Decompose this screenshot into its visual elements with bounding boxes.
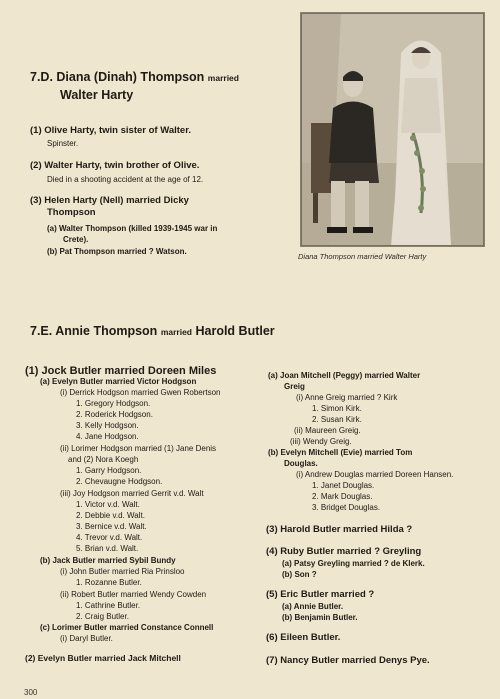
john-butler: (i) John Butler married Ria Prinsloo — [60, 567, 185, 576]
page-number: 300 — [24, 688, 38, 697]
eric-butler: (5) Eric Butler married ? — [266, 589, 375, 600]
eileen-butler: (6) Eileen Butler. — [266, 632, 341, 643]
derrick-child: 3. Kelly Hodgson. — [76, 421, 139, 430]
eric-sub: (b) Benjamin Butler. — [282, 613, 358, 622]
ruby-sub: (a) Patsy Greyling married ? de Klerk. — [282, 559, 425, 568]
item-helen: (3) Helen Harty (Nell) married Dicky — [30, 195, 189, 206]
title-spouse: Harold Butler — [195, 324, 275, 338]
robert-butler: (ii) Robert Butler married Wendy Cowden — [60, 590, 207, 599]
lorimer-hodgson: (ii) Lorimer Hodgson married (1) Jane Denis — [60, 444, 217, 453]
joy-child: 2. Debbie v.d. Walt. — [76, 511, 145, 520]
sub-walter-thompson: (a) Walter Thompson (killed 1939-1945 war in — [47, 224, 218, 233]
andrew-douglas: (i) Andrew Douglas married Doreen Hansen. — [296, 470, 454, 479]
anne-greig: (i) Anne Greig married ? Kirk — [296, 393, 398, 402]
robert-child: 1. Cathrine Butler. — [76, 601, 141, 610]
item-helen-line2: Thompson — [47, 207, 96, 218]
wedding-photo-illustration — [301, 13, 484, 246]
photo-caption: Diana Thompson married Walter Harty — [298, 252, 427, 261]
sub-pat-thompson: (b) Pat Thompson married ? Watson. — [47, 247, 187, 256]
lorimer-butler-c: (c) Lorimer Butler married Constance Connell — [40, 623, 214, 632]
item-olive-note: Spinster. — [47, 139, 79, 148]
andrew-child: 2. Mark Douglas. — [312, 492, 373, 501]
item-walter: (2) Walter Harty, twin brother of Olive. — [30, 160, 200, 171]
anne-child: 1. Simon Kirk. — [312, 404, 362, 413]
ruby-butler: (4) Ruby Butler married ? Greyling — [266, 546, 422, 557]
joy-child: 4. Trevor v.d. Walt. — [76, 533, 143, 542]
section-7d-title — [30, 70, 239, 84]
anne-child: 2. Susan Kirk. — [312, 415, 362, 424]
robert-child: 2. Craig Butler. — [76, 612, 129, 621]
evie-mitchell: (b) Evelyn Mitchell (Evie) married Tom — [268, 448, 413, 457]
evie-mitchell-cont: Douglas. — [284, 459, 318, 468]
jack-butler-b: (b) Jack Butler married Sybil Bundy — [40, 556, 176, 565]
nancy-butler: (7) Nancy Butler married Denys Pye. — [266, 655, 430, 666]
title-married-word: married — [207, 73, 239, 83]
lorimer-child: 1. Garry Hodgson. — [76, 466, 142, 475]
evelyn-butler-2: (2) Evelyn Butler married Jack Mitchell — [25, 653, 181, 663]
evelyn-butler-a: (a) Evelyn Butler married Victor Hodgson — [40, 377, 197, 386]
jock-butler: (1) Jock Butler married Doreen Miles — [25, 365, 217, 377]
lorimer-hodgson-cont: and (2) Nora Koegh — [68, 455, 139, 464]
wendy-greig: (iii) Wendy Greig. — [290, 437, 352, 446]
john-child: 1. Rozanne Butler. — [76, 578, 142, 587]
section-7d-spouse: Walter Harty — [60, 88, 134, 102]
joy-child: 1. Victor v.d. Walt. — [76, 500, 140, 509]
joy-child: 3. Bernice v.d. Walt. — [76, 522, 147, 531]
joy-child: 5. Brian v.d. Walt. — [76, 544, 139, 553]
lorimer-child: 2. Chevaugne Hodgson. — [76, 477, 163, 486]
derrick-child: 2. Roderick Hodgson. — [76, 410, 153, 419]
joan-mitchell: (a) Joan Mitchell (Peggy) married Walter — [268, 371, 421, 380]
eric-sub: (a) Annie Butler. — [282, 602, 344, 611]
title-name: 7.E. Annie Thompson — [30, 324, 158, 338]
item-walter-note: Died in a shooting accident at the age of 12. — [47, 175, 204, 184]
derrick-hodgson: (i) Derrick Hodgson married Gwen Robertson — [60, 388, 221, 397]
wedding-photo — [300, 12, 485, 247]
sub-walter-thompson-cont: Crete). — [63, 235, 89, 244]
harold-butler: (3) Harold Butler married Hilda ? — [266, 524, 413, 535]
joy-hodgson: (iii) Joy Hodgson married Gerrit v.d. Walt — [60, 489, 204, 498]
joan-mitchell-cont: Greig — [284, 382, 305, 391]
section-7e-title — [30, 324, 275, 338]
title-name: 7.D. Diana (Dinah) Thompson — [30, 70, 205, 84]
daryl-butler: (i) Daryl Butler. — [60, 634, 113, 643]
derrick-child: 1. Gregory Hodgson. — [76, 399, 151, 408]
title-married-word: married — [160, 327, 192, 337]
andrew-child: 3. Bridget Douglas. — [312, 503, 381, 512]
maureen-greig: (ii) Maureen Greig. — [294, 426, 361, 435]
derrick-child: 4. Jane Hodgson. — [76, 432, 139, 441]
ruby-sub: (b) Son ? — [282, 570, 317, 579]
andrew-child: 1. Janet Douglas. — [312, 481, 375, 490]
item-olive: (1) Olive Harty, twin sister of Walter. — [30, 125, 192, 136]
